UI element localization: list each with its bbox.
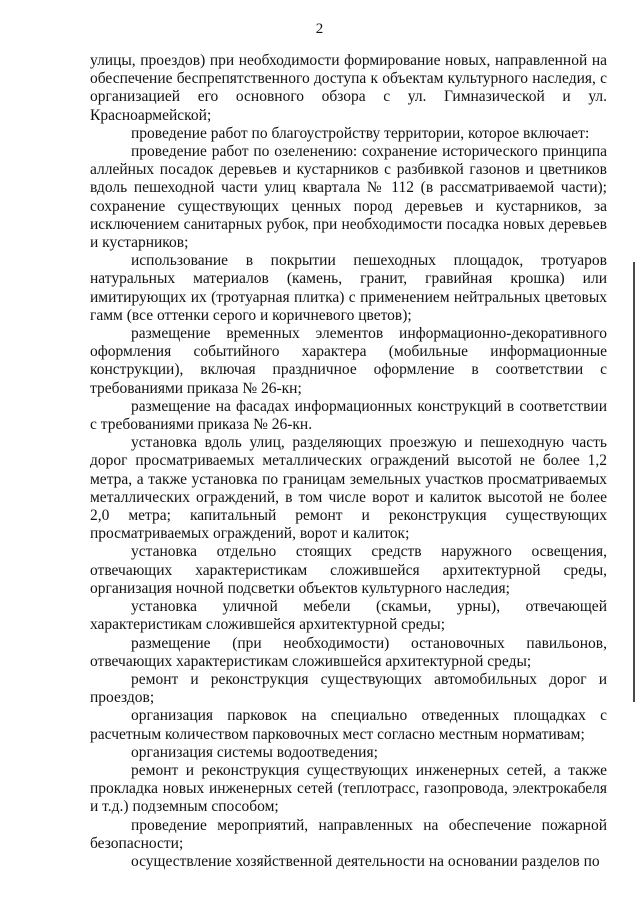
paragraph: размещение на фасадах информационных конструкций в соответствии с требованиями приказа № 26-кн.: [90, 397, 607, 434]
paragraph: организация парковок на специально отведенных площадках с расчетным количеством парковочных мест согласно местным нормативам;: [90, 707, 607, 743]
paragraph: ремонт и реконструкция существующих автомобильных дорог и проездов;: [90, 670, 607, 707]
paragraph: проведение мероприятий, направленных на обеспечение пожарной безопасности;: [90, 816, 607, 852]
paragraph: проведение работ по благоустройству территории, которое включает:: [131, 124, 590, 142]
paragraph: установка вдоль улиц, разделяющих проезжую и пешеходную часть дорог просматриваемых металлических ограждений высотой не более 1,2 метра, а также установка по границам земельных участков просматриваемых металлических ограждений, в том числе ворот и калиток высотой не более 2,0 метра; капитальный ремонт и реконструкция существующих просматриваемых ограждений, ворот и калиток;: [90, 434, 607, 543]
paragraph: организация системы водоотведения;: [131, 743, 378, 761]
paragraph: ремонт и реконструкция существующих инженерных сетей, а также прокладка новых инженерных сетей (теплотрасс, газопровода, электрокабеля и т.д.) подземным способом;: [90, 761, 607, 816]
paragraph: размещение временных элементов информационно-декоративного оформления событийного характера (мобильные информационные конструкции), включая праздничное оформление в соответствии с требованиями приказа № 26-кн;: [90, 325, 607, 397]
document-body: [90, 52, 607, 871]
paragraph: использование в покрытии пешеходных площадок, тротуаров натуральных материалов (камень, гранит, гравийная крошка) или имитирующих их (тротуарная плитка) с применением нейтральных цветовых гамм (все оттенки серого и коричневого цветов);: [90, 252, 607, 324]
page-number: 2: [315, 21, 324, 37]
paragraph: размещение (при необходимости) остановочных павильонов, отвечающих характеристикам сложившейся архитектурной среды;: [90, 634, 607, 670]
paragraph: установка отдельно стоящих средств наружного освещения, отвечающих характеристикам сложившейся архитектурной среды, организация ночной подсветки объектов культурного наследия;: [90, 543, 607, 597]
paragraph: проведение работ по озеленению: сохранение исторического принципа аллейных посадок деревьев и кустарников с разбивкой газонов и цветников вдоль пешеходной части улиц квартала № 112 (в рассматриваемой части); сохранение существующих ценных пород деревьев и кустарников, за исключением санитарных рубок, при необходимости посадка новых деревьев и кустарников;: [90, 143, 607, 252]
paragraph: осуществление хозяйственной деятельности на основании разделов по: [131, 852, 600, 870]
paragraph: улицы, проездов) при необходимости формирование новых, направленной на обеспечение беспрепятственного доступа к объектам культурного наследия, с организацией его основного обзора с ул. Гимназической и ул. Красноармейской;: [90, 52, 607, 124]
paragraph: установка уличной мебели (скамьи, урны), отвечающей характеристикам сложившейся архитектурной среды;: [90, 598, 607, 634]
scan-edge-line: [633, 262, 635, 702]
